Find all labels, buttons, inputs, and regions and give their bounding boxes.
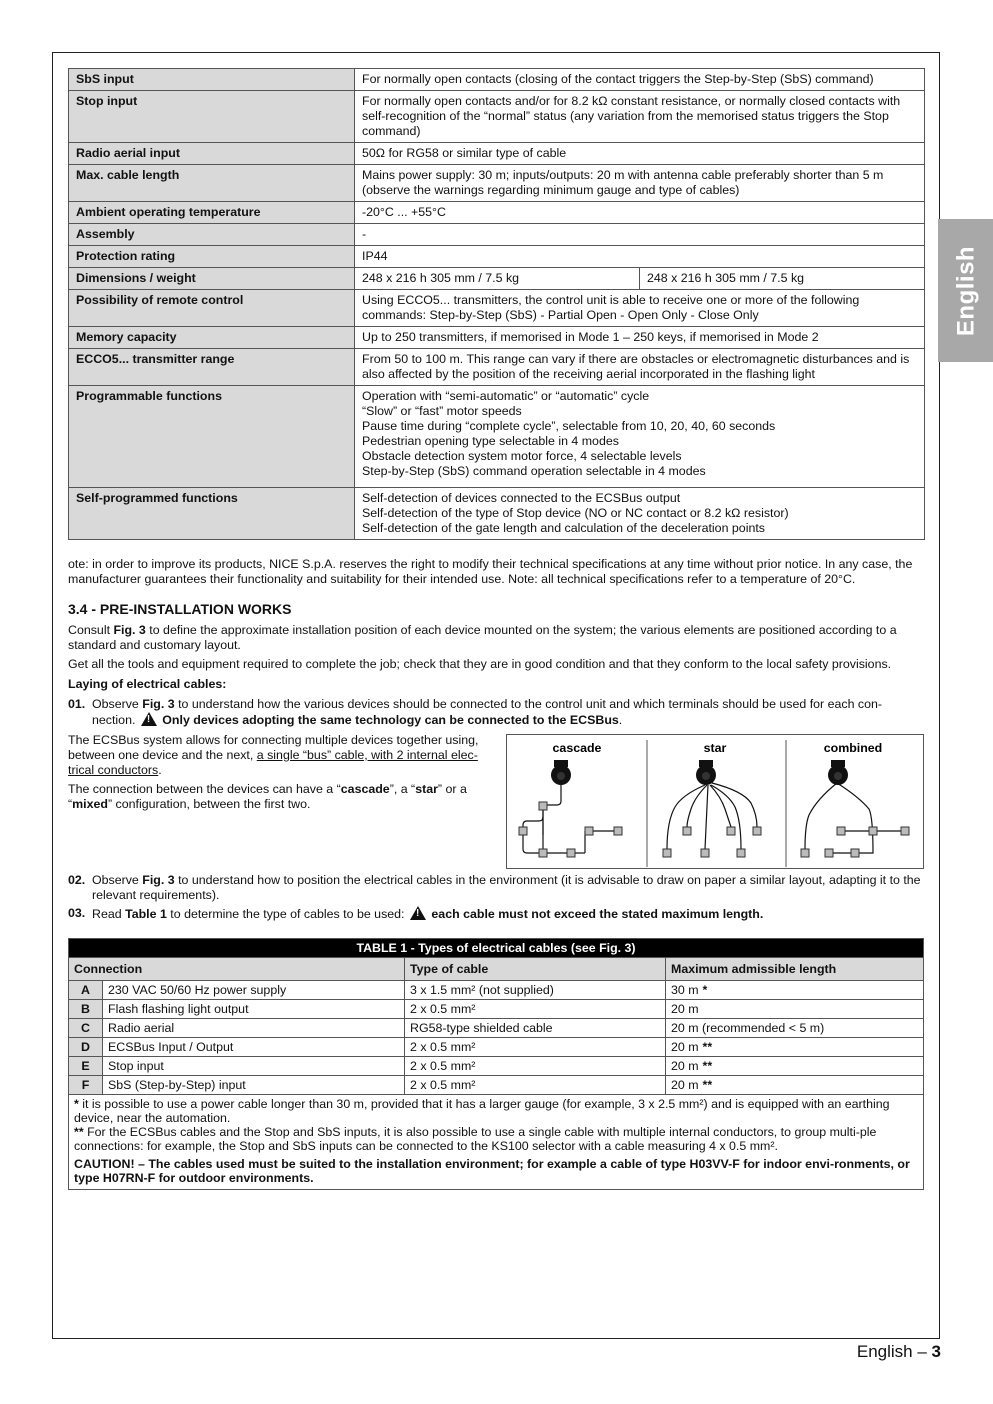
row-connection: SbS (Step-by-Step) input (103, 1076, 405, 1095)
row-max-length: 20 m ** (666, 1057, 924, 1076)
spec-label: Assembly (69, 224, 355, 246)
spec-row (69, 290, 925, 327)
spec-row (69, 91, 925, 143)
spec-value: IP44 (355, 246, 925, 268)
step-02: 02. Observe Fig. 3 to understand how to position the electrical cables in the environment (it is advisable to draw on paper a similar layout, adapting it to the relevant requirements). (68, 873, 921, 902)
table-row (69, 1038, 924, 1057)
row-cable-type: 2 x 0.5 mm² (405, 1057, 666, 1076)
configuration-paragraph: The connection between the devices can have a “cascade”, a “star” or a “mixed” configuration, between the first two. (68, 782, 467, 811)
spec-label: Dimensions / weight (69, 268, 355, 290)
row-connection: Radio aerial (103, 1019, 405, 1038)
table-row (69, 1076, 924, 1095)
spec-label: Max. cable length (69, 165, 355, 202)
spec-value: Using ECCO5... transmitters, the control unit is able to receive one or more of the following commands: Step-by-Step (SbS) - Partial Open - Open Only - Close Only (355, 290, 925, 327)
spec-row (69, 69, 925, 91)
col-header-connection: Connection (69, 958, 405, 981)
spec-row (69, 143, 925, 165)
row-letter: B (69, 1000, 103, 1019)
row-cable-type: 3 x 1.5 mm² (not supplied) (405, 981, 666, 1000)
table-row (69, 1019, 924, 1038)
spec-label: Possibility of remote control (69, 290, 355, 327)
table-title: TABLE 1 - Types of electrical cables (see Fig. 3) (69, 939, 924, 958)
spec-row (69, 268, 925, 290)
row-letter: C (69, 1019, 103, 1038)
row-max-length: 20 m (666, 1000, 924, 1019)
row-max-length: 30 m * (666, 981, 924, 1000)
spec-row (69, 246, 925, 268)
table-row (69, 1057, 924, 1076)
spec-row (69, 349, 925, 386)
row-connection: ECSBus Input / Output (103, 1038, 405, 1057)
row-connection: 230 VAC 50/60 Hz power supply (103, 981, 405, 1000)
note-star: * it is possible to use a power cable longer than 30 m, provided that it has a larger gauge (for example, 3 x 2.5 mm²) and is equipped with an earthing device, near the automation. (74, 1097, 890, 1125)
spec-row (69, 386, 925, 488)
spec-row (69, 202, 925, 224)
page-footer: English – 3 (856, 1342, 941, 1361)
language-tab (938, 219, 993, 362)
spec-label: Ambient operating temperature (69, 202, 355, 224)
spec-label: Stop input (69, 91, 355, 143)
warning-icon (141, 712, 157, 726)
star-control-unit (696, 760, 716, 785)
spec-value: From 50 to 100 m. This range can vary if there are obstacles or electromagnetic disturbances and is also affected by the position of the receiving aerial incorporated in the flashing light (355, 349, 925, 386)
row-cable-type: RG58-type shielded cable (405, 1019, 666, 1038)
laying-title: Laying of electrical cables: (68, 677, 227, 691)
table-notes (69, 1095, 924, 1190)
spec-row (69, 165, 925, 202)
spec-value: For normally open contacts (closing of the contact triggers the Step-by-Step (SbS) command) (355, 69, 925, 91)
spec-row (69, 327, 925, 349)
spec-label: Protection rating (69, 246, 355, 268)
cascade-control-unit (551, 760, 571, 785)
table-row (69, 981, 924, 1000)
section-title: 3.4 - PRE-INSTALLATION WORKS (68, 601, 292, 617)
spec-label: ECCO5... transmitter range (69, 349, 355, 386)
language-tab-label: English (952, 245, 979, 336)
row-letter: D (69, 1038, 103, 1057)
row-max-length: 20 m ** (666, 1076, 924, 1095)
tools-paragraph: Get all the tools and equipment required to complete the job; check that they are in good condition and that they conform to the local safety provisions. (68, 657, 892, 671)
row-max-length: 20 m (recommended < 5 m) (666, 1019, 924, 1038)
spec-value: For normally open contacts and/or for 8.2 kΩ constant resistance, or normally closed contacts with self-recognition of the “normal” status (any variation from the memorised status triggers the Stop command) (355, 91, 925, 143)
note-paragraph: ote: in order to improve its products, NICE S.p.A. reserves the right to modify their technical specifications at any time without prior notice. In any case, the manufacturer guarantees their functionality and suitability for their intended use. Note: all technical specifications refer to a temperature of 20°C. (68, 557, 913, 586)
spec-label: Memory capacity (69, 327, 355, 349)
combined-control-unit (828, 760, 848, 785)
spec-value: -20°C ... +55°C (355, 202, 925, 224)
spec-label: Programmable functions (69, 386, 355, 488)
spec-value-alt: 248 x 216 h 305 mm / 7.5 kg (640, 268, 925, 290)
row-connection: Stop input (103, 1057, 405, 1076)
col-header-type: Type of cable (405, 958, 666, 981)
figure-3-connection-diagram (506, 734, 924, 869)
spec-label: SbS input (69, 69, 355, 91)
label-cascade: cascade (552, 741, 602, 755)
row-max-length: 20 m ** (666, 1038, 924, 1057)
row-cable-type: 2 x 0.5 mm² (405, 1076, 666, 1095)
table-row (69, 1000, 924, 1019)
spec-value: Operation with “semi-automatic” or “automatic” cycle “Slow” or “fast” motor speeds Pause time during “complete cycle”, selectable from 10, 20, 40, 60 seconds Pedestrian opening type selectable in 4 modes Obstacle detection system motor force, 4 selectable levels Step-by-Step (SbS) command operation selectable in 4 modes (355, 386, 925, 488)
row-letter: A (69, 981, 103, 1000)
spec-label: Self-programmed functions (69, 488, 355, 540)
step-03: 03. Read Table 1 to determine the type of cables to be used: ! each cable must not exceed the stated maximum length. (68, 906, 925, 922)
ecsbus-paragraph: The ECSBus system allows for connecting multiple devices together using, between one device and the next, a single “bus” cable, with 2 internal elec-trical conductors. (68, 733, 479, 777)
spec-row (69, 224, 925, 246)
spec-value: - (355, 224, 925, 246)
cable-types-table (68, 938, 924, 1190)
label-star: star (703, 741, 727, 755)
spec-value: 248 x 216 h 305 mm / 7.5 kg (355, 268, 640, 290)
consult-paragraph: Consult Fig. 3 to define the approximate installation position of each device mounted on the system; the various elements are positioned according to a standard and customary layout. (68, 623, 897, 652)
connection-diagram-svg (507, 735, 925, 870)
spec-row (69, 488, 925, 540)
spec-value: 50Ω for RG58 or similar type of cable (355, 143, 925, 165)
spec-value: Self-detection of devices connected to the ECSBus output Self-detection of the type of Stop device (NO or NC contact or 8.2 kΩ resistor) Self-detection of the gate length and calculation of the deceleration points (355, 488, 925, 540)
col-header-length: Maximum admissible length (666, 958, 924, 981)
row-letter: F (69, 1076, 103, 1095)
caution-note: CAUTION! – The cables used must be suited to the installation environment; for example a cable of type H03VV-F for indoor envi-ronments, or type H07RN-F for outdoor environments. (74, 1157, 910, 1185)
row-connection: Flash flashing light output (103, 1000, 405, 1019)
spec-value: Up to 250 transmitters, if memorised in Mode 1 – 250 keys, if memorised in Mode 2 (355, 327, 925, 349)
spec-value: Mains power supply: 30 m; inputs/outputs: 20 m with antenna cable preferably shorter than 5 m (observe the warnings regarding minimum gauge and type of cables) (355, 165, 925, 202)
row-letter: E (69, 1057, 103, 1076)
label-combined: combined (823, 741, 883, 755)
warning-icon (410, 906, 426, 920)
spec-label: Radio aerial input (69, 143, 355, 165)
step-01: 01. Observe Fig. 3 to understand how the various devices should be connected to the control unit and which terminals should be used for each con-nection. ! Only devices adopting the same technology can be connected to the ECSBus. (68, 697, 925, 728)
row-cable-type: 2 x 0.5 mm² (405, 1038, 666, 1057)
note-double-star: ** For the ECSBus cables and the Stop and SbS inputs, it is also possible to use a single cable with multiple internal conductors, to group multi-ple connections: for example, the Stop and SbS inputs can be connected to the KS100 selector with a cable measuring 4 x 0.5 mm². (74, 1125, 877, 1153)
row-cable-type: 2 x 0.5 mm² (405, 1000, 666, 1019)
technical-specifications-table (68, 68, 925, 540)
